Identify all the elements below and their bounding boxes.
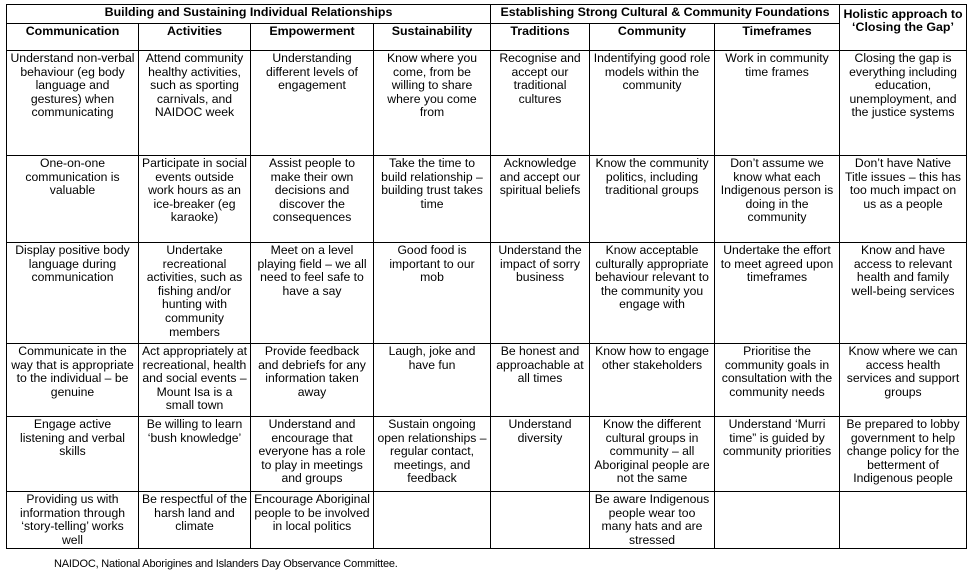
column-header-communication: Communication: [7, 24, 139, 51]
table-cell: Encourage Aboriginal people to be involved in local politics: [251, 492, 374, 549]
table-cell: Be respectful of the harsh land and climate: [139, 492, 251, 549]
table-cell: Know the community politics, including traditional groups: [590, 156, 715, 243]
table-cell: Provide feedback and debriefs for any information taken away: [251, 344, 374, 417]
table-cell: [840, 492, 967, 549]
group-header-establishing: Establishing Strong Cultural & Community Foundations: [491, 5, 840, 24]
group-header-row: [7, 5, 967, 24]
column-header-empowerment: Empowerment: [251, 24, 374, 51]
table-row: [7, 492, 967, 549]
table-cell: Know and have access to relevant health and family well-being services: [840, 243, 967, 344]
table-cell: Providing us with information through ‘story-telling’ works well: [7, 492, 139, 549]
column-header-activities: Activities: [139, 24, 251, 51]
table-cell: Understand diversity: [491, 417, 590, 492]
table-cell: Laugh, joke and have fun: [374, 344, 491, 417]
table-cell: Assist people to make their own decisions and discover the consequences: [251, 156, 374, 243]
table-cell: Communicate in the way that is appropriate to the individual – be genuine: [7, 344, 139, 417]
table-cell: Meet on a level playing field – we all need to feel safe to have a say: [251, 243, 374, 344]
table-cell: Understand ‘Murri time” is guided by community priorities: [715, 417, 840, 492]
table-row: [7, 243, 967, 344]
table-cell: Engage active listening and verbal skills: [7, 417, 139, 492]
table-cell: Sustain ongoing open relationships – regular contact, meetings, and feedback: [374, 417, 491, 492]
table-cell: Attend community healthy activities, such as sporting carnivals, and NAIDOC week: [139, 51, 251, 156]
table-cell: Undertake recreational activities, such as fishing and/or hunting with community members: [139, 243, 251, 344]
table-cell: Know where we can access health services and support groups: [840, 344, 967, 417]
table-cell: Know where you come, from be willing to share where you come from: [374, 51, 491, 156]
table-row: [7, 156, 967, 243]
relationships-table: [6, 4, 967, 549]
table-cell: Understand and encourage that everyone has a role to play in meetings and groups: [251, 417, 374, 492]
table-cell: Know the different cultural groups in community – all Aboriginal people are not the same: [590, 417, 715, 492]
table-cell: Understand the impact of sorry business: [491, 243, 590, 344]
table-cell: Act appropriately at recreational, health and social events – Mount Isa is a small town: [139, 344, 251, 417]
table-cell: Indentifying good role models within the community: [590, 51, 715, 156]
table-cell: Understanding different levels of engagement: [251, 51, 374, 156]
column-header-traditions: Traditions: [491, 24, 590, 51]
table-cell: Be willing to learn ‘bush knowledge’: [139, 417, 251, 492]
table-cell: Be honest and approachable at all times: [491, 344, 590, 417]
table-cell: Good food is important to our mob: [374, 243, 491, 344]
table-cell: Be aware Indigenous people wear too many hats and are stressed: [590, 492, 715, 549]
footnote: NAIDOC, National Aborigines and Islanders Day Observance Committee.: [54, 558, 398, 570]
group-header-building: Building and Sustaining Individual Relationships: [7, 5, 491, 24]
table-cell: Prioritise the community goals in consultation with the community needs: [715, 344, 840, 417]
table-cell: Don’t have Native Title issues – this has too much impact on us as a people: [840, 156, 967, 243]
table-cell: Know how to engage other stakeholders: [590, 344, 715, 417]
column-header-community: Community: [590, 24, 715, 51]
table-cell: Don’t assume we know what each Indigenous person is doing in the community: [715, 156, 840, 243]
table-row: [7, 417, 967, 492]
table-cell: Take the time to build relationship – building trust takes time: [374, 156, 491, 243]
table-cell: One-on-one communication is valuable: [7, 156, 139, 243]
table-cell: [374, 492, 491, 549]
table-cell: Recognise and accept our traditional cultures: [491, 51, 590, 156]
table-cell: Display positive body language during communication: [7, 243, 139, 344]
table-cell: Understand non-verbal behaviour (eg body language and gestures) when communicating: [7, 51, 139, 156]
table-cell: Undertake the effort to meet agreed upon timeframes: [715, 243, 840, 344]
column-header-sustainability: Sustainability: [374, 24, 491, 51]
table-cell: Be prepared to lobby government to help change policy for the betterment of Indigenous people: [840, 417, 967, 492]
table-cell: Closing the gap is everything including education, unemployment, and the justice systems: [840, 51, 967, 156]
table-row: [7, 344, 967, 417]
column-header-row: [7, 24, 967, 51]
table-cell: Work in community time frames: [715, 51, 840, 156]
table-body: [7, 51, 967, 549]
table-cell: [715, 492, 840, 549]
table-row: [7, 51, 967, 156]
table-cell: [491, 492, 590, 549]
column-header-timeframes: Timeframes: [715, 24, 840, 51]
table-cell: Know acceptable culturally appropriate behaviour relevant to the community you engage with: [590, 243, 715, 344]
table-cell: Acknowledge and accept our spiritual beliefs: [491, 156, 590, 243]
table-cell: Participate in social events outside work hours as an ice-breaker (eg karaoke): [139, 156, 251, 243]
group-header-holistic: Holistic approach to ‘Closing the Gap’: [840, 5, 967, 51]
